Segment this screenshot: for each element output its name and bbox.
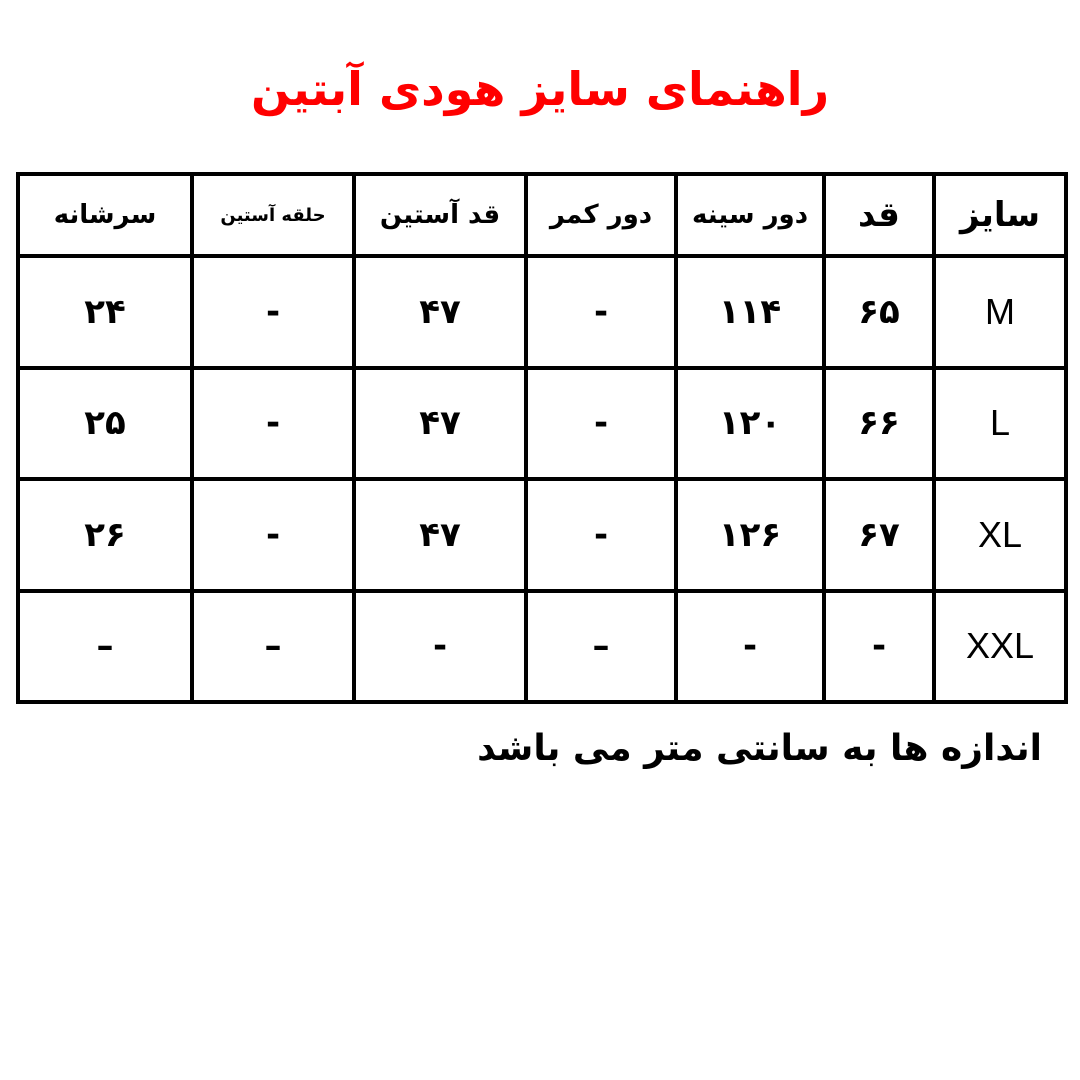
cell-size: L	[934, 368, 1066, 480]
cell-length: ۶۵	[824, 256, 934, 368]
cell-size: XXL	[934, 591, 1066, 703]
cell-size: M	[934, 256, 1066, 368]
cell-sleeve-length: ۴۷	[354, 479, 526, 591]
header-sleeve-length: قد آستین	[354, 174, 526, 256]
header-shoulder: سرشانه	[18, 174, 192, 256]
cell-waist: -	[526, 368, 676, 480]
cell-shoulder: ۲۴	[18, 256, 192, 368]
header-waist: دور کمر	[526, 174, 676, 256]
cell-length: -	[824, 591, 934, 703]
cell-waist: –	[526, 591, 676, 703]
header-length: قد	[824, 174, 934, 256]
cell-sleeve-length: ۴۷	[354, 368, 526, 480]
cell-waist: -	[526, 479, 676, 591]
page-title: راهنمای سایز هودی آبتین	[250, 62, 830, 116]
cell-size: XL	[934, 479, 1066, 591]
cell-sleeve-length: ۴۷	[354, 256, 526, 368]
header-size: سایز	[934, 174, 1066, 256]
cell-shoulder: –	[18, 591, 192, 703]
cell-chest: ۱۲۰	[676, 368, 824, 480]
table-row	[18, 256, 1066, 368]
cell-armhole: –	[192, 591, 354, 703]
cell-shoulder: ۲۵	[18, 368, 192, 480]
cell-length: ۶۷	[824, 479, 934, 591]
cell-armhole: -	[192, 368, 354, 480]
table-row	[18, 479, 1066, 591]
table-row	[18, 368, 1066, 480]
cell-chest: ۱۲۶	[676, 479, 824, 591]
table-row	[18, 591, 1066, 703]
cell-chest: ۱۱۴	[676, 256, 824, 368]
header-chest: دور سینه	[676, 174, 824, 256]
cell-waist: -	[526, 256, 676, 368]
cell-shoulder: ۲۶	[18, 479, 192, 591]
cell-sleeve-length: -	[354, 591, 526, 703]
size-table	[16, 172, 1068, 704]
cell-chest: -	[676, 591, 824, 703]
cell-length: ۶۶	[824, 368, 934, 480]
cell-armhole: -	[192, 479, 354, 591]
cell-armhole: -	[192, 256, 354, 368]
table-header-row	[18, 174, 1066, 256]
header-armhole: حلقه آستین	[192, 174, 354, 256]
units-note: اندازه ها به سانتی متر می باشد	[477, 728, 1042, 769]
